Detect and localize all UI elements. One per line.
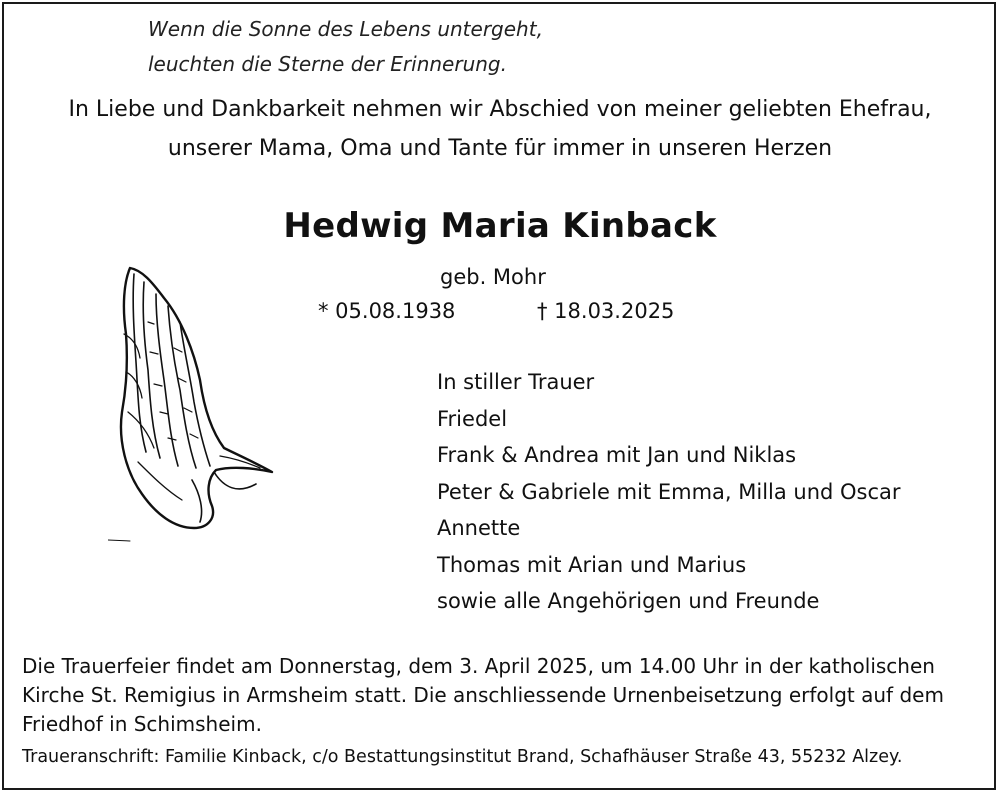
praying-hands-icon — [108, 262, 280, 547]
deceased-name: Hedwig Maria Kinback — [283, 206, 717, 246]
list-item: Annette — [437, 516, 521, 540]
mourning-address: Traueranschrift: Familie Kinback, c/o Bestattungsinstitut Brand, Schafhäuser Straße 43, 55232 Alzey. — [22, 747, 903, 767]
death-date: † 18.03.2025 — [537, 299, 675, 323]
intro-line-1: In Liebe und Dankbarkeit nehmen wir Abschied von meiner geliebten Ehefrau, — [68, 97, 932, 122]
list-item: Thomas mit Arian und Marius — [437, 552, 747, 577]
maiden-name: geb. Mohr — [440, 265, 546, 289]
motto-line-2: leuchten die Sterne der Erinnerung. — [148, 52, 507, 76]
intro-line-2: unserer Mama, Oma und Tante für immer in unseren Herzen — [167, 136, 833, 161]
birth-date: * 05.08.1938 — [318, 299, 456, 323]
funeral-notice: Die Trauerfeier findet am Donnerstag, dem 3. April 2025, um 14.00 Uhr in der katholischen Kirche St. Remigius in Armsheim statt. Die anschliessende Urnenbeisetzung erfolgt auf dem Friedhof in Schimsheim. — [22, 654, 944, 736]
list-item: Peter & Gabriele mit Emma, Milla und Oscar — [437, 479, 901, 504]
list-item: In stiller Trauer — [437, 370, 595, 394]
list-item: sowie alle Angehörigen und Freunde — [437, 589, 820, 613]
list-item: Frank & Andrea mit Jan und Niklas — [437, 443, 797, 467]
motto-line-1: Wenn die Sonne des Lebens untergeht, — [148, 17, 543, 41]
mourners-list — [437, 364, 901, 620]
list-item: Friedel — [437, 406, 508, 431]
